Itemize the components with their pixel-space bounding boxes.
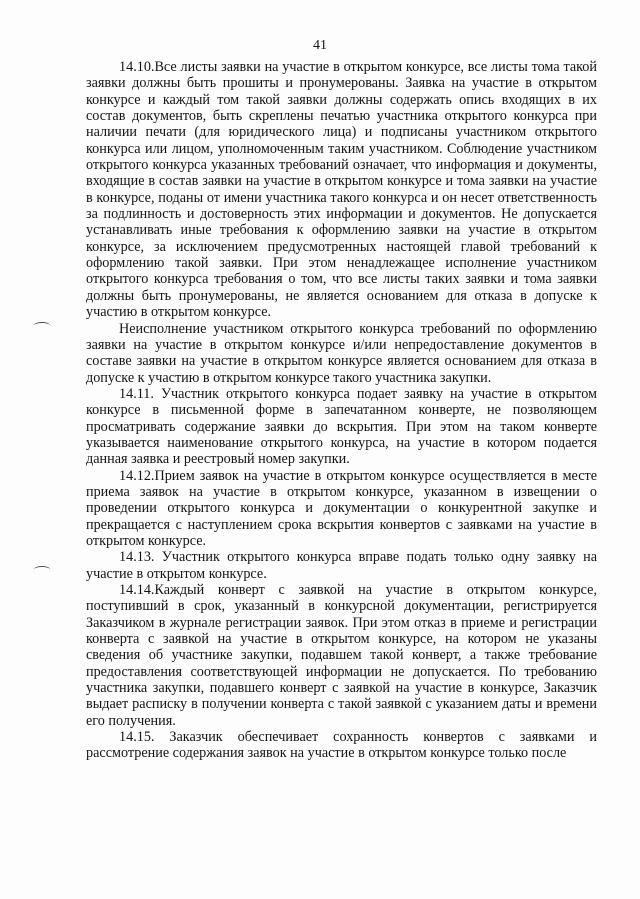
paragraph-non-compliance: Неисполнение участником открытого конкурса требований по оформлению заявки на участие в открытом конкурсе и/или непредоставление документов в составе заявки на участие в открытом конкурсе является основанием для отказа в допуске к участию в открытом конкурсе такого участника закупки. <box>86 320 597 386</box>
margin-hole-mark <box>34 322 50 329</box>
paragraph-14-15: 14.15. Заказчик обеспечивает сохранность конвертов с заявками и рассмотрение содержания заявок на участие в открытом конкурсе только после <box>86 729 597 762</box>
page-number: 41 <box>313 38 327 53</box>
paragraph-14-12: 14.12.Прием заявок на участие в открытом конкурсе осуществляется в месте приема заявок на участие в открытом конкурсе, указанном в извещении о проведении открытого конкурса и документации о конкурентной закупке и прекращается с наступлением срока вскрытия конвертов с заявками на участие в открытом конкурсе. <box>86 467 597 549</box>
paragraph-14-13: 14.13. Участник открытого конкурса вправе подать только одну заявку на участие в открытом конкурсе. <box>86 549 597 582</box>
margin-hole-mark <box>34 566 50 573</box>
paragraph-14-11: 14.11. Участник открытого конкурса подает заявку на участие в открытом конкурсе в письменной форме в запечатанном конверте, не позволяющем просматривать содержание заявки до вскрытия. При этом на таком конверте указывается наименование открытого конкурса, на участие в котором подается данная заявка и реестровый номер закупки. <box>86 385 597 468</box>
paragraph-14-14: 14.14.Каждый конверт с заявкой на участие в открытом конкурсе, поступивший в срок, указанный в конкурсной документации, регистрируется Заказчиком в журнале регистрации заявок. При этом отказ в приеме и регистрации конверта с заявкой на участие в открытом конкурсе, на котором не указаны сведения об участнике закупки, подавшем такой конверт, а также требование предоставления соответствующей информации не допускается. По требованию участника закупки, подавшего конверт с заявкой на участие в конкурсе, Заказчик выдает расписку в получении конверта с такой заявкой с указанием даты и времени его получения. <box>86 582 597 729</box>
paragraph-14-10: 14.10.Все листы заявки на участие в открытом конкурсе, все листы тома такой заявки должны быть прошиты и пронумерованы. Заявка на участие в открытом конкурсе и каждый том такой заявки должны содержать опись входящих в их состав документов, быть скреплены печатью участника открытого конкурса при наличии печати (для юридического лица) и подписаны участником открытого конкурса или лицом, уполномоченным таким участником. Соблюдение участником открытого конкурса указанных требований означает, что информация и документы, входящие в состав заявки на участие в открытом конкурсе и тома заявки на участие в конкурсе, поданы от имени участника такого конкурса и он несет ответственность за подлинность и достоверность этих информации и документов. Не допускается устанавливать иные требования к оформлению заявки на участие в открытом конкурсе, за исключением предусмотренных настоящей главой требований к оформлению такой заявки. При этом ненадлежащее исполнение участником открытого конкурса требования о том, что все листы таких заявки и тома заявки должны быть пронумерованы, не является основанием для отказа в допуске к участию в открытом конкурсе. <box>86 59 597 321</box>
document-body <box>86 59 597 762</box>
